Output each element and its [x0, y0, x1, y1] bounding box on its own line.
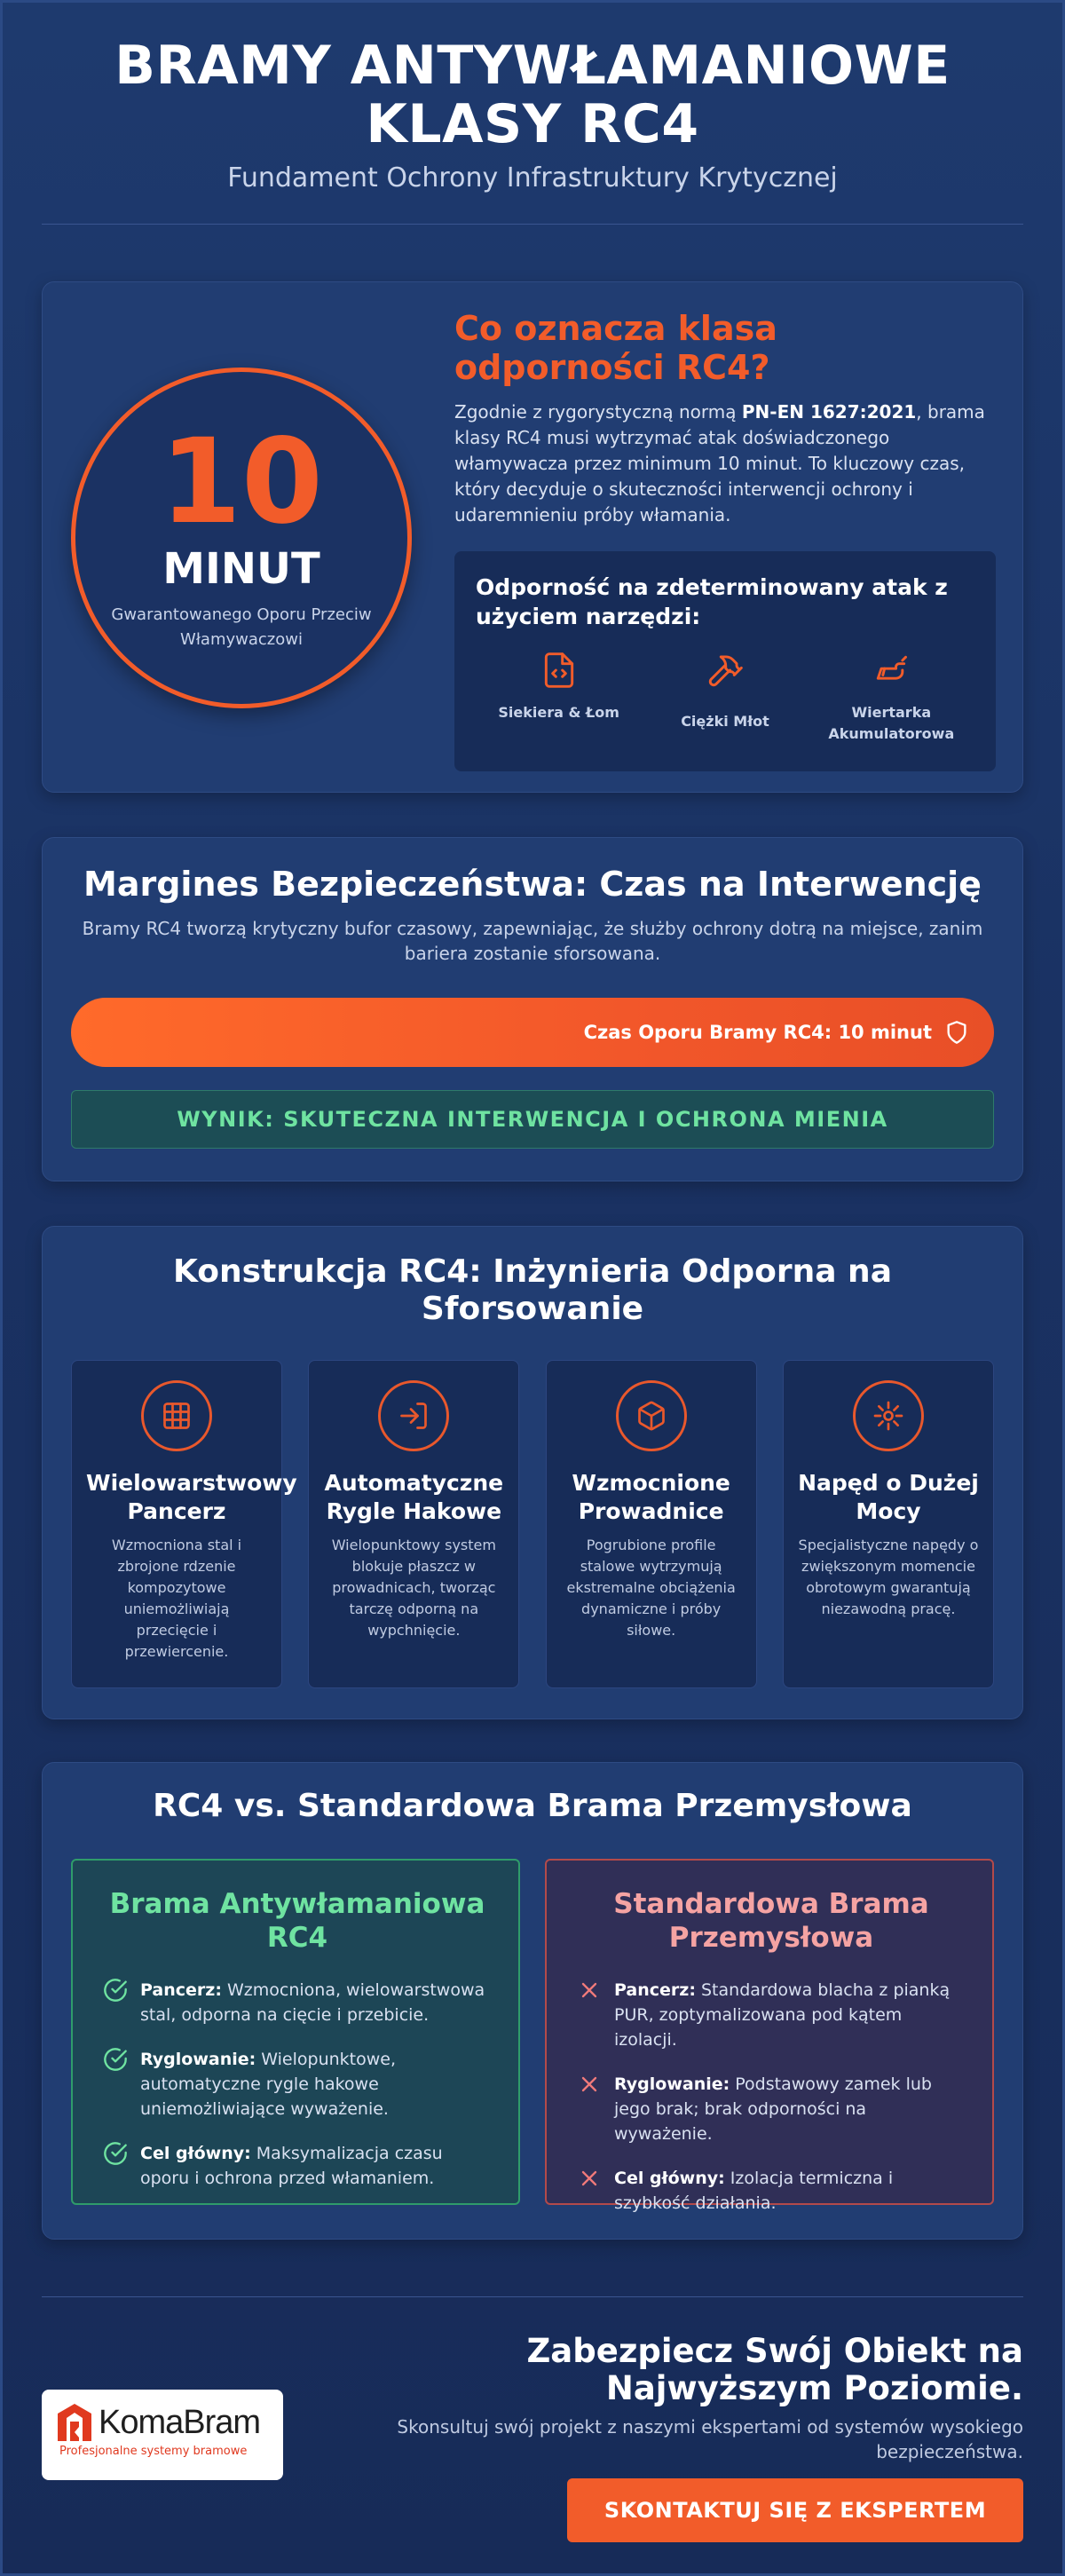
list-item: Cel główny: Maksymalizacja czasu oporu i ochrona przed włamaniem.: [103, 2141, 492, 2191]
feature-text: Wielopunktowy system blokuje płaszcz w prowadnicach, tworząc tarczę odporną na wypchnięcie.: [331, 1537, 496, 1639]
feature-card: [308, 1360, 519, 1688]
list-item: Pancerz: Wzmocniona, wielowarstwowa stal, odporna na cięcie i przebicie.: [103, 1978, 492, 2027]
rc4-column-title: Brama Antywłamaniowa RC4: [109, 1888, 485, 1954]
time-caption: Gwarantowanego Oporu Przeciw Włamywaczowi: [111, 605, 372, 649]
feature-text: Pogrubione profile stalowe wytrzymują ekstremalne obciążenia dynamiczne i próby siłowe.: [566, 1537, 736, 1639]
construction-section: [42, 1226, 1023, 1719]
feature-title: Wzmocnione Prowadnice: [572, 1470, 730, 1524]
standard-column: [545, 1859, 994, 2213]
tools-panel: [454, 551, 996, 771]
tool-label: Siekiera & Łom: [498, 704, 619, 721]
rc4-definition-section: [42, 281, 1023, 793]
drill-icon: [872, 651, 911, 690]
cta-text: Skonsultuj swój projekt z naszymi ekspertami od systemów wysokiego bezpieczeństwa.: [397, 2416, 1023, 2462]
safety-margin-section: [42, 837, 1023, 1181]
rc4-column: [71, 1859, 520, 2205]
power-icon: [872, 1400, 904, 1432]
list-item: Cel główny: Izolacja termiczna i szybkość działania.: [577, 2166, 966, 2216]
divider: [42, 224, 1023, 225]
page-subtitle: Fundament Ochrony Infrastruktury Krytycznej: [227, 162, 838, 194]
contact-expert-button[interactable]: SKONTAKTUJ SIĘ Z EKSPERTEM: [567, 2478, 1023, 2542]
list-item: Ryglowanie: Wielopunktowe, automatyczne rygle hakowe uniemożliwiające wyważenie.: [103, 2047, 492, 2122]
comparison-section: [42, 1762, 1023, 2240]
list-item: Ryglowanie: Podstawowy zamek lub jego brak; brak odporności na wyważenie.: [577, 2072, 966, 2146]
feature-card: [546, 1360, 757, 1688]
company-logo: [42, 2390, 283, 2480]
feature-text: Specjalistyczne napędy o zwiększonym momencie obrotowym gwarantują niezawodną pracę.: [798, 1537, 979, 1617]
tool-hammer: [650, 651, 801, 745]
shield-icon: [944, 1020, 969, 1045]
check-circle-icon: [103, 2141, 128, 2166]
hammer-icon: [706, 651, 745, 690]
x-icon: [577, 1978, 602, 2003]
check-circle-icon: [103, 2047, 128, 2072]
construction-heading: Konstrukcja RC4: Inżynieria Odporna na Sforsowanie: [173, 1253, 892, 1327]
tools-heading: Odporność na zdeterminowany atak z użyciem narzędzi:: [476, 574, 948, 629]
result-text: WYNIK: SKUTECZNA INTERWENCJA I OCHRONA MIENIA: [177, 1107, 888, 1132]
feature-card: [71, 1360, 297, 1688]
feature-card: [783, 1360, 994, 1688]
time-number: 10: [160, 414, 323, 550]
page-header: [42, 3, 1023, 194]
cube-icon: [635, 1400, 667, 1432]
time-unit: MINUT: [162, 544, 320, 594]
tool-label: Wiertarka Akumulatorowa: [828, 704, 955, 742]
time-circle: [71, 367, 412, 708]
result-banner: [71, 1090, 994, 1149]
standard-column-title: Standardowa Brama Przemysłowa: [613, 1888, 929, 1954]
resistance-time-label: Czas Oporu Bramy RC4: 10 minut: [583, 1022, 932, 1043]
x-icon: [577, 2166, 602, 2191]
check-circle-icon: [103, 1978, 128, 2003]
page-title: BRAMY ANTYWŁAMANIOWE KLASY RC4: [114, 35, 951, 155]
tool-drill: [816, 651, 966, 745]
norm-name: PN-EN 1627:2021: [741, 401, 917, 423]
feature-title: Napęd o Dużej Mocy: [798, 1470, 979, 1524]
code-file-icon: [540, 651, 579, 690]
logo-tagline: Profesjonalne systemy bramowe: [59, 2445, 248, 2458]
feature-title: Wielowarstwowy Pancerz: [86, 1470, 297, 1524]
resistance-time-bar: [71, 998, 994, 1067]
x-icon: [577, 2072, 602, 2097]
feature-title: Automatyczne Rygle Hakowe: [324, 1470, 504, 1524]
safety-margin-heading: Margines Bezpieczeństwa: Czas na Interwencję: [83, 865, 982, 904]
sign-in-icon: [398, 1400, 430, 1432]
rc4-definition-heading: Co oznacza klasa odporności RC4?: [454, 309, 777, 387]
komabram-logo-icon: [56, 2402, 93, 2443]
footer: [42, 2297, 1023, 2564]
grid-icon: [161, 1400, 193, 1432]
list-item: Pancerz: Standardowa blacha z pianką PUR, zoptymalizowana pod kątem izolacji.: [577, 1978, 966, 2052]
comparison-heading: RC4 vs. Standardowa Brama Przemysłowa: [153, 1788, 912, 1824]
rc4-definition-text: Zgodnie z rygorystyczną normą PN-EN 1627:2021, brama klasy RC4 musi wytrzymać atak doświadczonego włamywacza przez minimum 10 minut. To kluczowy czas, który decyduje o skuteczności interwencji ochrony i udaremnieniu próby włamania.: [454, 401, 985, 525]
feature-text: Wzmocniona stal i zbrojone rdzenie kompozytowe uniemożliwiają przecięcie i przewiercenie.: [111, 1537, 242, 1660]
tool-axe-crowbar: [484, 651, 635, 745]
logo-name: KomaBram: [99, 2403, 261, 2441]
cta-heading: Zabezpiecz Swój Obiekt na Najwyższym Poziomie.: [526, 2332, 1023, 2407]
safety-margin-text: Bramy RC4 tworzą krytyczny bufor czasowy, zapewniając, że służby ochrony dotrą na miejsce, zanim bariera zostanie sforsowana.: [82, 918, 983, 964]
tool-label: Ciężki Młot: [681, 713, 769, 730]
